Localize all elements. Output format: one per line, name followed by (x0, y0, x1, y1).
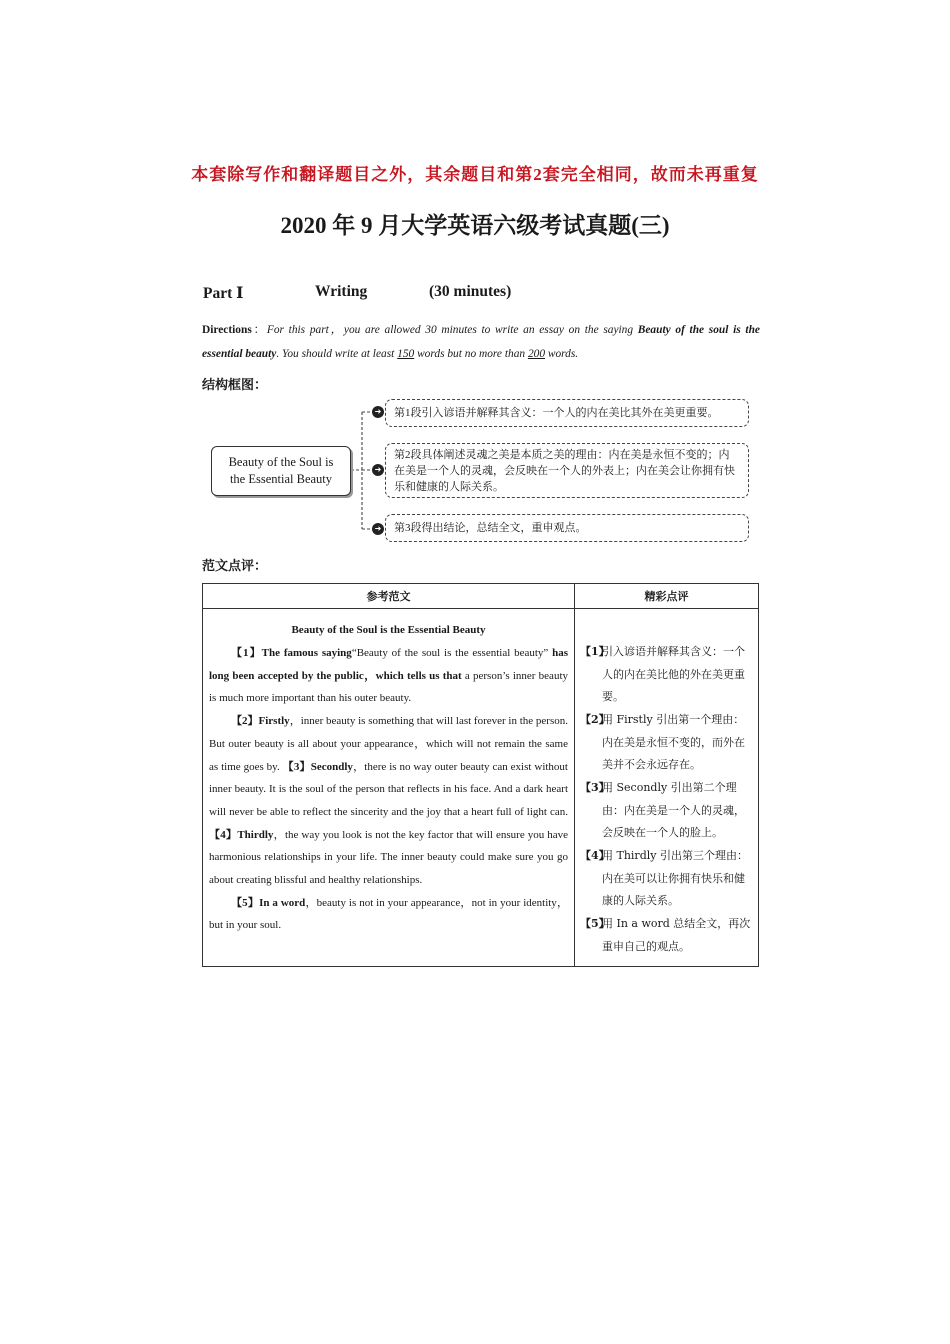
table-header-row (203, 584, 759, 609)
directions-text-1: For this part，you are allowed 30 minutes to write an essay on the saying (266, 324, 638, 336)
comment-4: 【4】 用 Thirdly 引出第三个理由：内在美可以让你拥有快乐和健康的人际关系。 (580, 849, 748, 908)
directions (202, 318, 760, 366)
directions-label: Directions (202, 324, 252, 336)
essay-paragraph-3: 【5】In a word，beauty is not in your appearance，not in your identity，but in your soul. (209, 896, 568, 932)
diagram-branch-2 (385, 443, 749, 498)
page-title: 2020 年 9 月大学英语六级考试真题(三) (280, 213, 670, 238)
essay-cell (203, 609, 575, 967)
comment-5: 【5】 用 In a word 总结全文，再次重申自己的观点。 (580, 917, 751, 953)
branch-3-text: 第3段得出结论，总结全文，重申观点。 (394, 522, 587, 534)
branch-2-text: 第2段具体阐述灵魂之美是本质之美的理由：内在美是永恒不变的；内在美是一个人的灵魂，会反映在一个人的外表上；内在美会让你拥有快乐和健康的人际关系。 (394, 448, 735, 493)
diagram-root-box (211, 446, 351, 496)
comment-2: 【2】 用 Firstly 引出第一个理由：内在美是永恒不变的，而外在美并不会永远存在。 (580, 713, 745, 772)
essay-title: Beauty of the Soul is the Essential Beauty (291, 624, 486, 636)
structure-heading: 结构框图： (202, 378, 268, 393)
directions-min-words: 150 (397, 348, 415, 360)
part-number: Part Ⅰ (203, 285, 244, 302)
essay-paragraph-1: 【1】The famous saying“Beauty of the soul is the essential beauty” has long been accepted by the public，which tells us that a person’s inner beauty is much more important than his outer beauty. (209, 647, 568, 705)
arrow-right-icon: ➜ (372, 464, 384, 476)
arrow-right-icon: ➜ (372, 523, 384, 535)
root-line-1: Beauty of the Soul is (228, 455, 334, 469)
arrow-right-icon: ➜ (372, 406, 384, 418)
sample-essay-table (202, 583, 759, 967)
comments-cell (575, 609, 759, 967)
col-header-essay: 参考范文 (203, 584, 575, 609)
sample-heading: 范文点评： (202, 559, 268, 574)
directions-text-3: words but no more than (414, 348, 528, 360)
root-line-2: the Essential Beauty (229, 472, 333, 486)
essay-paragraph-2: 【2】Firstly，inner beauty is something that will last forever in the person. But outer beauty is all about your appearance，which will not remain the same as time goes by. 【3】Secondly，there is no way outer beauty can exist without inner beauty. It is the soul of the person that reflects in his face. And a dark heart will never be able to reflect the sincerity and the joy that a heart full of light can. 【4】Thirdly，the way you look is not the key factor that will ensure you have harmonious relationships in your life. The inner beauty could make sure you go about creating blissful and healthy relationships. (209, 715, 569, 887)
comment-1: 【1】 引入谚语并解释其含义：一个人的内在美比他的外在美更重要。 (580, 645, 745, 704)
branch-1-text: 第1段引入谚语并解释其含义：一个人的内在美比其外在美更重要。 (394, 407, 719, 419)
col-header-comments: 精彩点评 (575, 584, 759, 609)
part-time: (30 minutes) (429, 283, 512, 300)
directions-text-4: words. (545, 348, 579, 360)
directions-colon: ： (251, 324, 267, 336)
table-body-row (203, 609, 759, 967)
comment-3: 【3】 用 Secondly 引出第二个理由：内在美是一个人的灵魂，会反映在一个人的脸上。 (580, 781, 745, 840)
part-name: Writing (315, 283, 368, 300)
directions-text-2: . You should write at least (276, 348, 398, 360)
diagram-branch-3 (385, 514, 749, 542)
directions-topic: Beauty of the soul is the essential beauty (202, 324, 760, 360)
directions-max-words: 200 (527, 348, 546, 360)
red-notice: 本套除写作和翻译题目之外，其余题目和第2套完全相同，故而未再重复 (191, 165, 759, 184)
diagram-branch-1 (385, 399, 749, 427)
